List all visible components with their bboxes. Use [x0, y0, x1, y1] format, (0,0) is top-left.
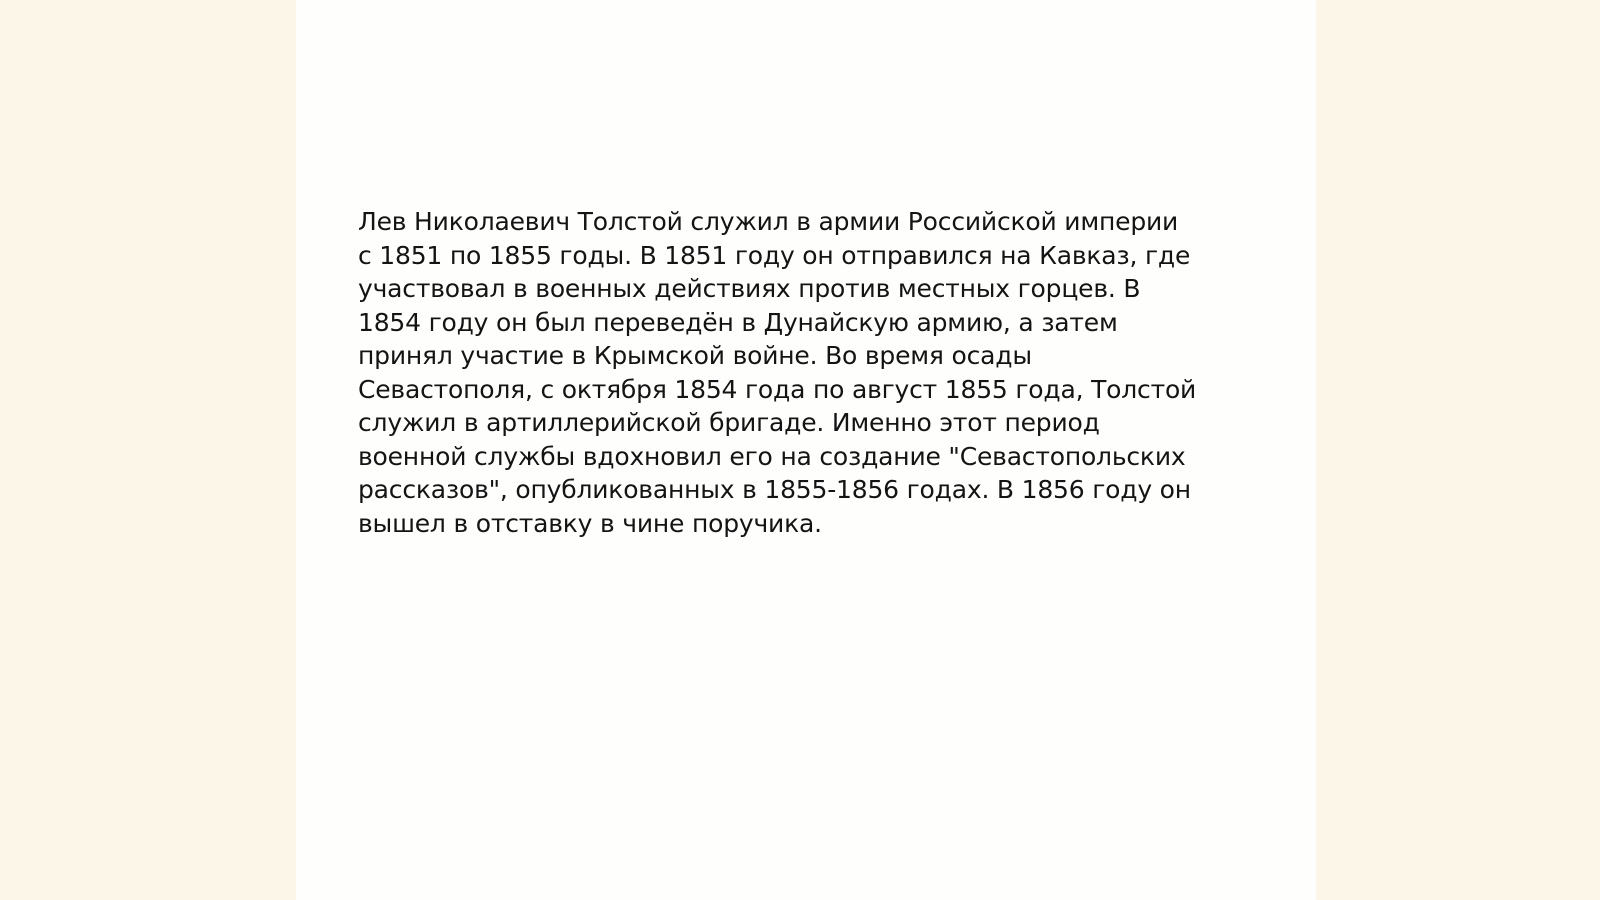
paragraph-line: Лев Николаевич Толстой служил в армии Российской империи — [358, 207, 1179, 236]
paragraph-line: участвовал в военных действиях против местных горцев. В — [358, 274, 1141, 303]
body-paragraph — [358, 205, 1238, 540]
paragraph-line: рассказов", опубликованных в 1855-1856 годах. В 1856 году он — [358, 475, 1191, 504]
paragraph-line: военной службы вдохновил его на создание "Севастопольских — [358, 441, 1186, 471]
paragraph-line: 1854 году он был переведён в Дунайскую армию, а затем — [358, 307, 1118, 337]
paragraph-line: служил в артиллерийской бригаде. Именно этот период — [358, 408, 1100, 437]
paragraph-line: с 1851 по 1855 годы. В 1851 году он отправился на Кавказ, где — [358, 240, 1191, 270]
paragraph-line: Севастополя, с октября 1854 года по август 1855 года, Толстой — [358, 374, 1197, 404]
document-page — [296, 0, 1316, 900]
paragraph-line: принял участие в Крымской войне. Во время осады — [358, 341, 1032, 370]
right-margin-background — [1304, 0, 1600, 900]
left-margin-background — [0, 0, 296, 900]
paragraph-line: вышел в отставку в чине поручика. — [358, 508, 822, 538]
